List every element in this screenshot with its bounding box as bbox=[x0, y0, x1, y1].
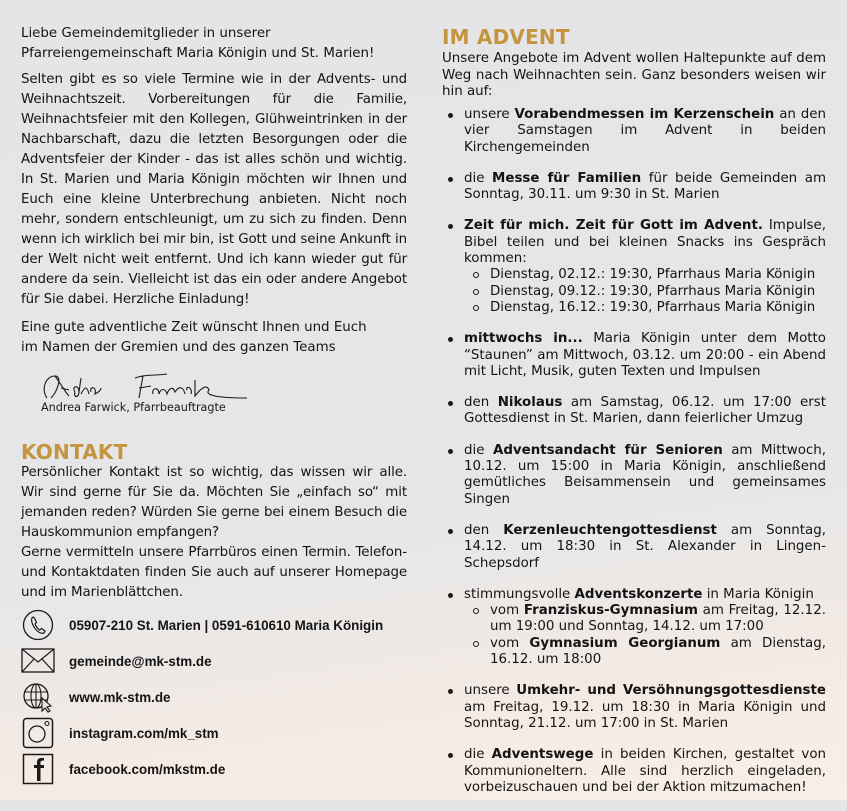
advent-item bbox=[442, 443, 826, 508]
contact-facebook[interactable] bbox=[21, 751, 441, 787]
advent-subitem bbox=[464, 284, 826, 300]
item-highlight: Adventsandacht für Senioren bbox=[492, 442, 723, 458]
facebook-icon bbox=[21, 753, 55, 785]
mail-icon bbox=[21, 645, 55, 677]
contact-list bbox=[21, 607, 441, 787]
contact-paragraph: Gerne vermitteln unsere Pfarrbüros einen Termin. Telefon- und Kontaktdaten finden Sie auch auf unserer Homepage und im Marienblättchen. bbox=[21, 545, 407, 600]
item-text: die bbox=[464, 747, 492, 763]
contact-text bbox=[21, 463, 407, 603]
signature-caption: Andrea Farwick, Pfarrbeauftragte bbox=[41, 401, 226, 414]
item-text: am Freitag, 19.12. um 18:30 in Maria Königin und Sonntag, 21.12. um 17:00 in St. Marien bbox=[464, 699, 826, 731]
item-text: am Sonntag, 14.12. um 18:30 in St. Alexander in Lingen-Schepsdorf bbox=[464, 522, 826, 571]
advent-item bbox=[442, 107, 826, 156]
advent-item bbox=[442, 523, 826, 572]
advent-sublist bbox=[464, 267, 826, 316]
closing-line: Eine gute adventliche Zeit wünscht Ihnen und Euch bbox=[21, 320, 367, 335]
contact-email[interactable] bbox=[21, 643, 441, 679]
item-text: an den vier Samstagen im Advent in beiden Kirchengemeinden bbox=[464, 107, 826, 155]
subitem-highlight: Gymnasium Georgianum bbox=[529, 635, 721, 651]
item-text: am Mittwoch, 10.12. um 15:00 in Maria Königin, anschließend gemütliches Beisammensein und gemeinsames Singen bbox=[464, 442, 827, 507]
item-highlight: Nikolaus bbox=[497, 395, 563, 411]
subitem-text: vom bbox=[490, 603, 524, 619]
globe-icon bbox=[21, 681, 55, 713]
advent-item bbox=[442, 587, 826, 668]
item-text: die bbox=[464, 170, 493, 186]
signature bbox=[35, 368, 265, 402]
greeting-line: Pfarreiengemeinschaft Maria Königin und St. Marien! bbox=[21, 46, 375, 61]
item-highlight: Zeit für mich. Zeit für Gott im Advent. bbox=[464, 218, 763, 234]
item-highlight: Adventswege bbox=[491, 747, 594, 763]
closing bbox=[21, 318, 421, 358]
subitem-text: vom bbox=[490, 635, 530, 651]
item-text: stimmungsvolle bbox=[464, 586, 575, 602]
item-text: Impulse, Bibel teilen und bei kleinen Snacks ins Gespräch kommen: bbox=[464, 218, 826, 267]
advent-subitem bbox=[464, 603, 826, 636]
item-highlight: Messe für Familien bbox=[492, 170, 642, 186]
closing-line: im Namen der Gremien und des ganzen Teams bbox=[21, 340, 336, 355]
contact-text: gemeinde@mk-stm.de bbox=[69, 653, 212, 669]
item-text: am Samstag, 06.12. um 17:00 erst Gottesdienst in St. Marien, dann feierlicher Umzug bbox=[464, 395, 826, 427]
item-highlight: mittwochs in... bbox=[464, 331, 583, 347]
advent-item bbox=[442, 683, 826, 732]
subitem-highlight: Franziskus-Gymnasium bbox=[523, 603, 698, 619]
item-text: für beide Gemeinden am Sonntag, 30.11. um 9:30 in St. Marien bbox=[464, 170, 827, 203]
item-text: die bbox=[464, 442, 493, 458]
contact-heading: KONTAKT bbox=[21, 440, 128, 464]
advent-item bbox=[442, 331, 826, 380]
advent-item bbox=[442, 747, 826, 796]
contact-phone[interactable] bbox=[21, 607, 441, 643]
advent-subitem bbox=[464, 636, 826, 669]
item-text: unsere bbox=[464, 683, 517, 699]
subitem-text: Dienstag, 16.12.: 19:30, Pfarrhaus Maria Königin bbox=[490, 299, 816, 315]
contact-text: facebook.com/mkstm.de bbox=[69, 761, 226, 777]
advent-item bbox=[442, 395, 826, 428]
item-text: unsere bbox=[464, 107, 515, 122]
item-highlight: Kerzenleuchtengottesdienst bbox=[503, 522, 717, 538]
contact-paragraph: Persönlicher Kontakt ist so wichtig, das wissen wir alle. Wir sind gerne für Sie da. Möchten Sie „einfach so“ mit jemanden reden? Würden Sie gerne bei einem Besuch die Hauskommunion empfangen? bbox=[21, 465, 407, 540]
item-highlight: Umkehr- und Versöhnungsgottesdienste bbox=[516, 683, 826, 699]
contact-website[interactable] bbox=[21, 679, 441, 715]
phone-icon bbox=[21, 609, 55, 641]
subitem-text: am Dienstag, 16.12. um 18:00 bbox=[490, 635, 826, 668]
contact-text: www.mk-stm.de bbox=[69, 689, 171, 705]
advent-heading: IM ADVENT bbox=[442, 25, 570, 49]
advent-item bbox=[442, 171, 826, 204]
item-text: in beiden Kirchen, gestaltet von Kommunioneltern. Alle sind herzlich eingeladen, vorbeizuschauen und bei der Aktion mitzumachen! bbox=[464, 747, 826, 795]
contact-instagram[interactable] bbox=[21, 715, 441, 751]
subitem-text: Dienstag, 02.12.: 19:30, Pfarrhaus Maria Königin bbox=[490, 267, 816, 283]
greeting bbox=[21, 24, 421, 64]
contact-text: instagram.com/mk_stm bbox=[69, 725, 219, 741]
item-highlight: Adventskonzerte bbox=[574, 586, 703, 602]
advent-subitem bbox=[464, 300, 826, 316]
greeting-line: Liebe Gemeindemitglieder in unserer bbox=[21, 26, 271, 41]
intro-paragraph: Selten gibt es so viele Termine wie in der Advents- und Weihnachtszeit. Vorbereitungen für die Familie, Weihnachtsfeier mit den Kollegen, Glühweintrinken in der Nachbarschaft, dazu die letzten Besorgungen oder die Adventsfeier der Kinder - das ist alles schön und wichtig. In St. Marien und Maria Königin möchten wir Ihnen und Euch eine kleine Unterbrechung anbieten. Nicht noch mehr, sondern entschleunigt, um zu sich zu finden. Denn wenn ich wirklich bei mir bin, ist Gott und seine Ankunft in der Welt nicht weit entfernt. Und ich kann wieder gut für andere da sein. Vielleicht ist das ein oder andere Angebot für Sie dabei. Herzliche Einladung! bbox=[21, 72, 407, 307]
contact-text: 05907-210 St. Marien | 0591-610610 Maria Königin bbox=[69, 617, 384, 633]
advent-list bbox=[442, 107, 826, 811]
subitem-text: am Freitag, 12.12. um 19:00 und Sonntag, 14.12. um 17:00 bbox=[490, 603, 826, 635]
instagram-icon bbox=[21, 717, 55, 749]
item-text: Maria Königin unter dem Motto “Staunen” am Mittwoch, 03.12. um 20:00 - ein Abend mit Licht, Musik, guten Texten und Impulsen bbox=[464, 331, 826, 379]
advent-item bbox=[442, 218, 826, 316]
advent-subitem bbox=[464, 267, 826, 283]
advent-sublist bbox=[464, 603, 826, 668]
item-highlight: Vorabendmessen im Kerzenschein bbox=[514, 107, 775, 122]
item-text: in Maria Königin bbox=[702, 586, 814, 602]
item-text: den bbox=[464, 395, 498, 411]
item-text: den bbox=[464, 522, 504, 538]
subitem-text: Dienstag, 09.12.: 19:30, Pfarrhaus Maria Königin bbox=[490, 283, 816, 299]
advent-intro: Unsere Angebote im Advent wollen Haltepunkte auf dem Weg nach Weihnachten sein. Ganz besonders weisen wir hin auf: bbox=[442, 51, 826, 99]
